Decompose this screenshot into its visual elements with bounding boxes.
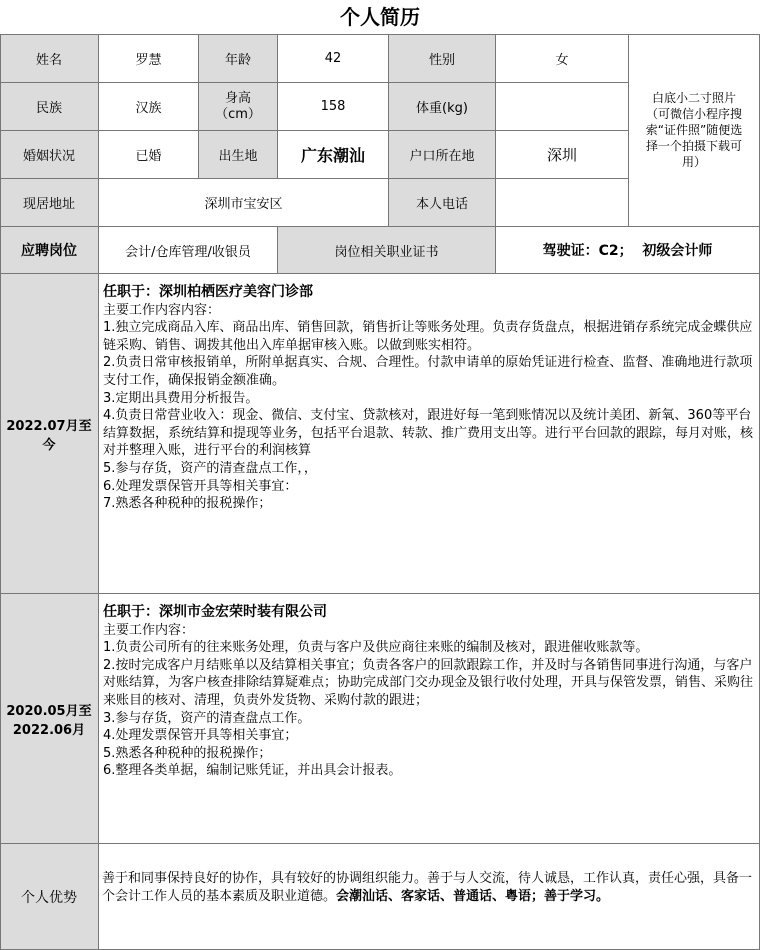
job-item: 5.参与存货，资产的清查盘点工作，， [103, 460, 317, 476]
address-value: 深圳市宝安区 [99, 179, 389, 227]
resume-title: 个人简历 [340, 5, 420, 29]
name-value: 罗慧 [99, 34, 199, 83]
advantages-text: 善于和同事保持良好的协作，具有较好的协调组织能力。善于与人交流，待人诚恳，工作认真，责任心强，具备一个会计工作人员的基本素质及职业道德。 [102, 871, 753, 904]
hukou-value: 深圳 [496, 131, 629, 179]
position-label: 应聘岗位 [0, 227, 99, 274]
certs-value: 驾驶证：C2； 初级会计师 [496, 227, 760, 274]
job-intro: 主要工作内容内容： [103, 302, 221, 318]
job-item: 7.熟悉各种税种的报税操作； [103, 496, 272, 512]
job-content [0, 594, 760, 844]
job-heading: 任职于：深圳市金宏荣时装有限公司 [103, 604, 327, 620]
gender-label: 性别 [389, 34, 496, 83]
birthplace-value: 广东潮汕 [278, 131, 389, 179]
weight-label: 体重(kg) [389, 83, 496, 131]
height-value: 158 [278, 83, 389, 131]
certs-label: 岗位相关职业证书 [278, 227, 496, 274]
job-item: 2.负责日常审核报销单，所附单据真实、合规、合理性。付款申请单的原始凭证进行检查、监督、准确地进行款项支付工作，确保报销金额准确。 [103, 355, 753, 388]
ethnicity-value: 汉族 [99, 83, 199, 131]
job-item: 4.负责日常营业收入：现金、微信、支付宝、贷款核对，跟进好每一笔到账情况以及统计美团、新氧、360等平台结算数据，系统结算和提现等业务，包括平台退款、转款、推广费用支出等。进行平台回款的跟踪，每月对账，核对并整理入账，进行平台的利润核算 [103, 408, 754, 459]
weight-value [496, 83, 629, 131]
job-item: 6.整理各类单据，编制记账凭证，并出具会计报表。 [103, 763, 402, 779]
job-item: 3.参与存货，资产的清查盘点工作。 [103, 710, 311, 726]
job-item: 1.独立完成商品入库、商品出库、销售回款，销售折让等账务处理。负责存货盘点，根据进销存系统完成金蝶供应链采购、销售、调拨其他出入库单据审核入账。以做到账实相符。 [103, 320, 753, 353]
advantages-content [0, 844, 760, 950]
advantages-bold-text: 会潮汕话、客家话、普通话、粤语；善于学习。 [336, 889, 610, 904]
phone-label: 本人电话 [389, 179, 496, 227]
job-item: 4.处理发票保管开具等相关事宜； [103, 728, 298, 744]
position-value: 会计/仓库管理/收银员 [99, 227, 278, 274]
age-value: 42 [278, 34, 389, 83]
job-item: 6.处理发票保管开具等相关事宜： [103, 478, 298, 494]
job-content [0, 274, 760, 594]
job-item: 3.定期出具费用分析报告。 [103, 390, 259, 406]
job-item: 2.按时完成客户月结账单以及结算相关事宜；负责各客户的回款跟踪工作，并及时与各销售同事进行沟通，与客户对账结算，为客户核查排除结算疑难点；协助完成部门交办现金及银行收付处理，开具与保管发票，销售、采购往来账目的核对、清理，负责外发货物、采购付款的跟进； [103, 657, 754, 708]
address-label: 现居地址 [0, 179, 99, 227]
job-item: 1.负责公司所有的往来账务处理，负责与客户及供应商往来账的编制及核对，跟进催收账款等。 [103, 640, 649, 656]
resume-table [0, 34, 760, 950]
marital-label: 婚姻状况 [0, 131, 99, 179]
birthplace-label: 出生地 [199, 131, 278, 179]
job-period: 2022.07月至今 [0, 274, 99, 594]
advantages-label: 个人优势 [0, 844, 99, 950]
ethnicity-label: 民族 [0, 83, 99, 131]
job-item: 5.熟悉各种税种的报税操作； [103, 745, 272, 761]
photo-placeholder: 白底小二寸照片（可微信小程序搜索“证件照”随便选择一个拍摄下载可用） [629, 34, 760, 227]
job-period: 2020.05月至2022.06月 [0, 594, 99, 844]
age-label: 年龄 [199, 34, 278, 83]
marital-value: 已婚 [99, 131, 199, 179]
job-intro: 主要工作内容： [103, 622, 195, 638]
hukou-label: 户口所在地 [389, 131, 496, 179]
name-label: 姓名 [0, 34, 99, 83]
job-heading: 任职于：深圳柏栖医疗美容门诊部 [103, 284, 313, 300]
height-label: 身高（cm） [199, 83, 278, 131]
phone-value [496, 179, 629, 227]
gender-value: 女 [496, 34, 629, 83]
